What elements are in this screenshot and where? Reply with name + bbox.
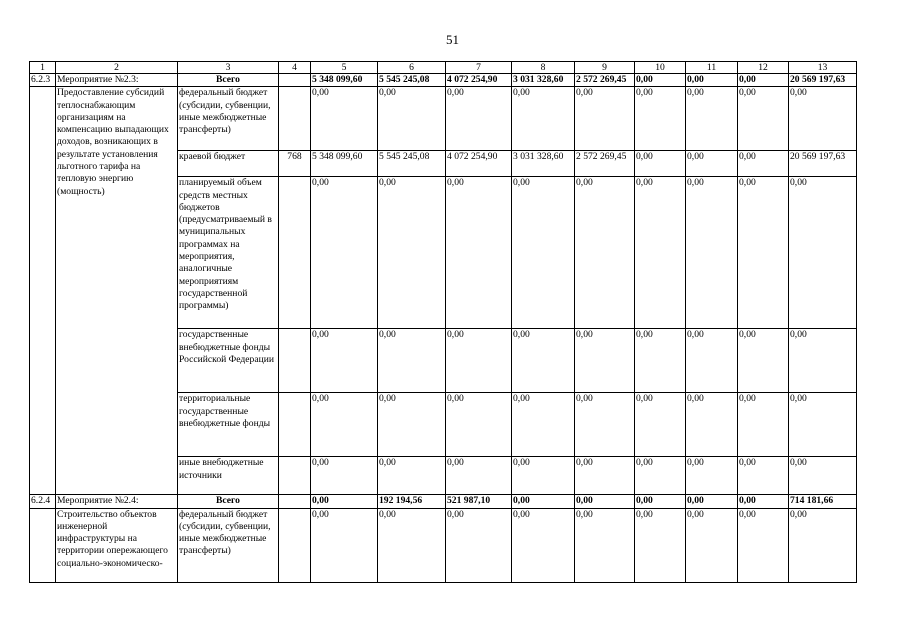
amount-cell: 0,00 <box>575 457 635 495</box>
amount-cell: 0,00 <box>635 508 686 582</box>
amount-cell: 0,00 <box>311 508 378 582</box>
amount-cell: 5 545 245,08 <box>378 151 446 177</box>
amount-cell: 0,00 <box>789 457 857 495</box>
column-header: 8 <box>512 62 575 74</box>
amount-cell: 0,00 <box>378 87 446 151</box>
amount-cell: 0,00 <box>738 457 789 495</box>
amount-cell: 0,00 <box>738 74 789 87</box>
amount-cell: 3 031 328,60 <box>512 151 575 177</box>
funding-source-row <box>30 508 857 582</box>
funding-source: Всего <box>178 495 279 508</box>
column-header: 11 <box>686 62 738 74</box>
amount-cell: 0,00 <box>635 329 686 393</box>
column-header: 6 <box>378 62 446 74</box>
amount-cell: 0,00 <box>686 457 738 495</box>
amount-cell: 0,00 <box>635 393 686 457</box>
amount-cell: 5 348 099,60 <box>311 74 378 87</box>
budget-code <box>279 393 311 457</box>
amount-cell: 0,00 <box>512 457 575 495</box>
amount-cell: 20 569 197,63 <box>789 151 857 177</box>
column-header: 4 <box>279 62 311 74</box>
funding-source: федеральный бюджет (субсидии, субвенции, иные межбюджетные трансферты) <box>178 508 279 582</box>
amount-cell: 3 031 328,60 <box>512 74 575 87</box>
amount-cell: 0,00 <box>311 329 378 393</box>
funding-source: территориальные государственные внебюджетные фонды <box>178 393 279 457</box>
amount-cell: 0,00 <box>635 151 686 177</box>
event-title: Мероприятие №2.4: <box>56 495 178 508</box>
column-number-row <box>30 62 857 74</box>
amount-cell: 0,00 <box>686 151 738 177</box>
amount-cell: 0,00 <box>635 177 686 329</box>
table-body <box>30 74 857 583</box>
amount-cell: 0,00 <box>738 329 789 393</box>
amount-cell: 0,00 <box>738 393 789 457</box>
amount-cell: 0,00 <box>686 177 738 329</box>
amount-cell: 20 569 197,63 <box>789 74 857 87</box>
column-header: 5 <box>311 62 378 74</box>
amount-cell: 0,00 <box>311 393 378 457</box>
amount-cell: 0,00 <box>512 393 575 457</box>
column-header: 13 <box>789 62 857 74</box>
amount-cell: 0,00 <box>635 87 686 151</box>
total-row <box>30 74 857 87</box>
amount-cell: 0,00 <box>738 508 789 582</box>
page-number: 51 <box>446 32 459 47</box>
amount-cell: 0,00 <box>378 508 446 582</box>
amount-cell: 0,00 <box>738 495 789 508</box>
amount-cell: 0,00 <box>686 74 738 87</box>
funding-source: Всего <box>178 74 279 87</box>
amount-cell: 0,00 <box>378 393 446 457</box>
amount-cell: 5 545 245,08 <box>378 74 446 87</box>
event-code: 6.2.4 <box>30 495 56 508</box>
amount-cell: 0,00 <box>512 87 575 151</box>
total-row <box>30 495 857 508</box>
event-code: 6.2.3 <box>30 74 56 87</box>
funding-source: федеральный бюджет (субсидии, субвенции, иные межбюджетные трансферты) <box>178 87 279 151</box>
amount-cell: 0,00 <box>738 177 789 329</box>
amount-cell: 521 987,10 <box>446 495 512 508</box>
amount-cell: 0,00 <box>311 495 378 508</box>
funding-source: государственные внебюджетные фонды Российской Федерации <box>178 329 279 393</box>
funding-source: планируемый объем средств местных бюджетов (предусматриваемый в муниципальных программах на мероприятия, аналогичные мероприятиям государственной программы) <box>178 177 279 329</box>
column-header: 2 <box>56 62 178 74</box>
amount-cell: 4 072 254,90 <box>446 74 512 87</box>
funding-source: иные внебюджетные источники <box>178 457 279 495</box>
amount-cell: 0,00 <box>378 329 446 393</box>
amount-cell: 0,00 <box>311 457 378 495</box>
amount-cell: 5 348 099,60 <box>311 151 378 177</box>
amount-cell: 714 181,66 <box>789 495 857 508</box>
event-description: Строительство объектов инженерной инфраструктуры на территории опережающего социально-экономическо- <box>56 508 178 582</box>
column-header: 7 <box>446 62 512 74</box>
amount-cell: 0,00 <box>635 457 686 495</box>
budget-code <box>279 495 311 508</box>
amount-cell: 0,00 <box>789 329 857 393</box>
amount-cell: 0,00 <box>378 177 446 329</box>
amount-cell: 0,00 <box>311 177 378 329</box>
column-header: 12 <box>738 62 789 74</box>
amount-cell: 0,00 <box>512 508 575 582</box>
amount-cell: 0,00 <box>635 495 686 508</box>
funding-source-row <box>30 87 857 151</box>
funding-source: краевой бюджет <box>178 151 279 177</box>
amount-cell: 4 072 254,90 <box>446 151 512 177</box>
column-header: 3 <box>178 62 279 74</box>
event-description: Предоставление субсидий теплоснабжающим организациям на компенсацию выпадающих доходов, возникающих в результате установления льготного тарифа на тепловую энергию (мощность) <box>56 87 178 495</box>
amount-cell: 0,00 <box>686 87 738 151</box>
amount-cell: 0,00 <box>446 457 512 495</box>
amount-cell: 0,00 <box>512 329 575 393</box>
amount-cell: 0,00 <box>686 508 738 582</box>
budget-code <box>279 74 311 87</box>
amount-cell: 0,00 <box>446 393 512 457</box>
budget-code <box>279 87 311 151</box>
amount-cell: 0,00 <box>686 329 738 393</box>
amount-cell: 0,00 <box>446 329 512 393</box>
amount-cell: 0,00 <box>575 177 635 329</box>
amount-cell: 0,00 <box>635 74 686 87</box>
amount-cell: 0,00 <box>446 177 512 329</box>
amount-cell: 2 572 269,45 <box>575 74 635 87</box>
budget-code <box>279 329 311 393</box>
budget-code: 768 <box>279 151 311 177</box>
amount-cell: 0,00 <box>446 87 512 151</box>
amount-cell: 192 194,56 <box>378 495 446 508</box>
column-header: 1 <box>30 62 56 74</box>
event-code-span <box>30 508 56 582</box>
amount-cell: 0,00 <box>378 457 446 495</box>
amount-cell: 0,00 <box>686 495 738 508</box>
column-header: 10 <box>635 62 686 74</box>
budget-code <box>279 457 311 495</box>
event-title: Мероприятие №2.3: <box>56 74 178 87</box>
amount-cell: 0,00 <box>512 177 575 329</box>
amount-cell: 0,00 <box>789 87 857 151</box>
amount-cell: 0,00 <box>575 393 635 457</box>
amount-cell: 0,00 <box>311 87 378 151</box>
amount-cell: 0,00 <box>575 329 635 393</box>
amount-cell: 0,00 <box>789 177 857 329</box>
amount-cell: 0,00 <box>575 508 635 582</box>
budget-code <box>279 508 311 582</box>
amount-cell: 0,00 <box>512 495 575 508</box>
amount-cell: 0,00 <box>738 151 789 177</box>
event-code-span <box>30 87 56 495</box>
amount-cell: 0,00 <box>446 508 512 582</box>
amount-cell: 0,00 <box>575 495 635 508</box>
amount-cell: 0,00 <box>686 393 738 457</box>
amount-cell: 0,00 <box>575 87 635 151</box>
column-header: 9 <box>575 62 635 74</box>
amount-cell: 0,00 <box>738 87 789 151</box>
amount-cell: 2 572 269,45 <box>575 151 635 177</box>
amount-cell: 0,00 <box>789 393 857 457</box>
budget-code <box>279 177 311 329</box>
amount-cell: 0,00 <box>789 508 857 582</box>
budget-table <box>29 61 857 583</box>
